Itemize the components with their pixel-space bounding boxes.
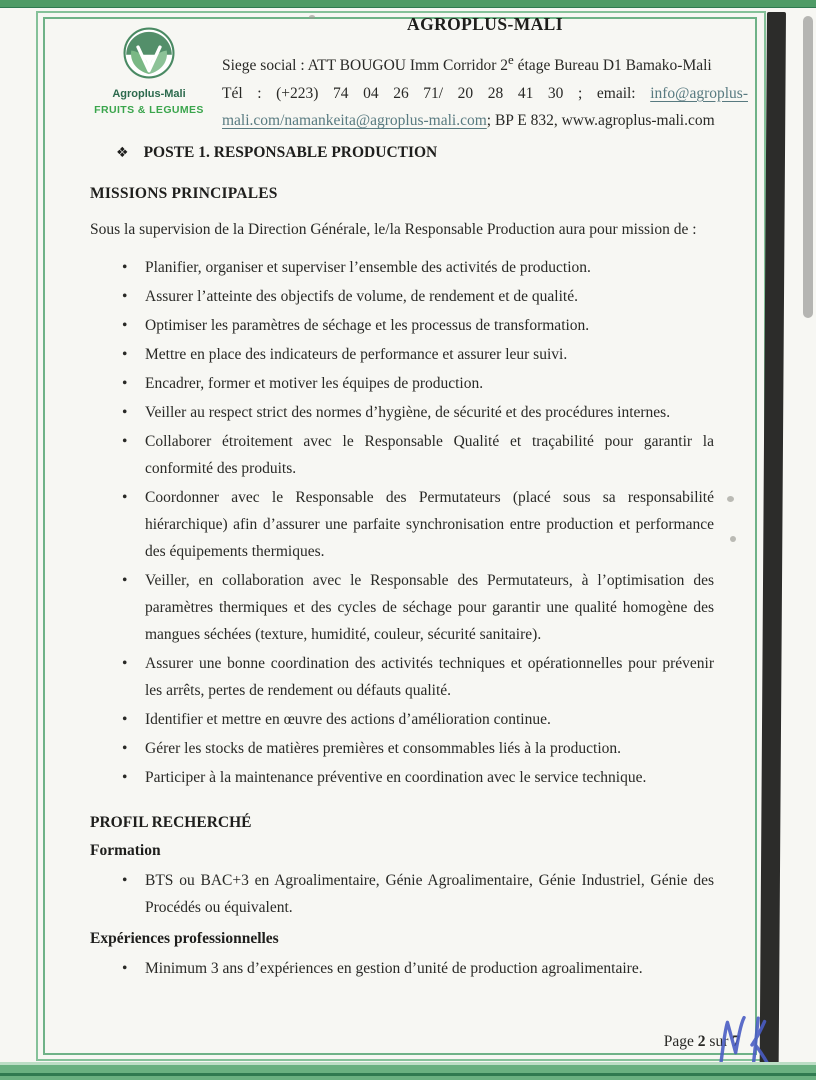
post-title: POSTE 1. RESPONSABLE PRODUCTION	[143, 144, 438, 161]
email-website-line: mali.com/namankeita@agroplus-mali.com; BP E 832, www.agroplus-mali.com	[222, 112, 715, 130]
bottom-green-band-line	[0, 1073, 816, 1076]
mission-item	[120, 312, 714, 339]
mission-item	[120, 283, 714, 310]
post-heading	[116, 142, 714, 164]
header	[84, 12, 748, 135]
profile-heading: PROFIL RECHERCHÉ	[90, 814, 252, 831]
experience-heading: Expériences professionnelles	[90, 930, 279, 947]
mission-item	[120, 706, 714, 733]
formation-list	[90, 867, 714, 921]
formation-item	[120, 867, 714, 921]
mission-item-text: Optimiser les paramètres de séchage et les processus de transformation.	[145, 317, 590, 334]
experience-item-text: Minimum 3 ans d’expériences en gestion d’unité de production agroalimentaire.	[145, 960, 643, 977]
mission-item-text: Veiller, en collaboration avec le Responsable des Permutateurs, à l’optimisation des paramètres thermiques et des cycles de séchage pour garantir une qualité homogène des mangues séchées (texture, humidité, couleur, sécurité sanitaire).	[145, 572, 714, 643]
diamond-bullet-icon: ❖	[116, 145, 129, 161]
scrollbar-thumb[interactable]	[803, 16, 813, 318]
mission-item-text: Mettre en place des indicateurs de performance et assurer leur suivi.	[145, 346, 568, 363]
mission-item	[120, 650, 714, 704]
email-link-2: mali.com/namankeita@agroplus-mali.com	[222, 112, 487, 130]
formation-item-text: BTS ou BAC+3 en Agroalimentaire, Génie Agroalimentaire, Génie Industriel, Génie des Procédés ou équivalent.	[145, 872, 714, 916]
document-title: AGROPLUS-MALI	[407, 14, 563, 34]
mission-item	[120, 428, 714, 482]
missions-intro: Sous la supervision de la Direction Générale, le/la Responsable Production aura pour mission de :	[90, 221, 697, 238]
scan-speck	[730, 536, 736, 542]
company-address-block	[222, 46, 748, 135]
document-body	[90, 136, 714, 984]
scan-speck	[727, 496, 734, 502]
mission-item-text: Gérer les stocks de matières premières et consommables liés à la production.	[145, 740, 622, 757]
bottom-green-band	[0, 1062, 816, 1080]
mission-item-text: Veiller au respect strict des normes d’hygiène, de sécurité et des procédures internes.	[145, 404, 671, 421]
mission-item	[120, 341, 714, 368]
experience-item	[120, 955, 714, 982]
mission-item	[120, 370, 714, 397]
mission-item	[120, 254, 714, 281]
mission-item-text: Encadrer, former et motiver les équipes de production.	[145, 375, 484, 392]
mission-item-text: Planifier, organiser et superviser l’ensemble des activités de production.	[145, 259, 591, 276]
mission-item-text: Assurer l’atteinte des objectifs de volume, de rendement et de qualité.	[145, 288, 578, 305]
mission-item-text: Identifier et mettre en œuvre des actions d’amélioration continue.	[145, 711, 551, 728]
experience-list	[90, 955, 714, 982]
mission-item	[120, 567, 714, 648]
mission-item-text: Assurer une bonne coordination des activités techniques et opérationnelles pour prévenir les arrêts, pertes de rendement ou défauts qualité.	[145, 655, 714, 699]
mission-item	[120, 399, 714, 426]
top-green-band	[0, 0, 816, 8]
mission-item-text: Collaborer étroitement avec le Responsable Qualité et traçabilité pour garantir la conformité des produits.	[145, 433, 714, 477]
logo-tagline: FRUITS & LEGUMES	[94, 104, 204, 116]
mission-item	[120, 764, 714, 791]
mission-item-text: Participer à la maintenance préventive en coordination avec le service technique.	[145, 769, 647, 786]
page-total: 7	[732, 1033, 740, 1050]
page-number-label: Page 2 sur 7	[663, 1033, 740, 1050]
address-line: Siege social : ATT BOUGOU Imm Corridor 2e étage Bureau D1 Bamako-Mali	[222, 52, 712, 75]
page-number: 2	[697, 1033, 706, 1050]
mission-item	[120, 735, 714, 762]
logo-company-name: Agroplus-Mali	[112, 88, 186, 100]
agroplus-logo-icon	[122, 67, 176, 84]
company-logo	[84, 12, 214, 135]
formation-heading: Formation	[90, 842, 161, 859]
mission-item-text: Coordonner avec le Responsable des Permutateurs (placé sous sa responsabilité hiérarchique) afin d’assurer une parfaite synchronisation entre production et performance des équipements thermiques.	[145, 489, 714, 560]
mission-item	[120, 484, 714, 565]
missions-list	[90, 254, 714, 791]
missions-heading: MISSIONS PRINCIPALES	[90, 185, 278, 202]
phone-email-line: Tél : (+223) 74 04 26 71/ 20 28 41 30 ; email: info@agroplus-	[222, 84, 748, 102]
email-link: info@agroplus-	[650, 84, 748, 102]
header-info	[214, 12, 748, 135]
scan-speck	[309, 15, 315, 19]
superscript: e	[508, 52, 514, 67]
